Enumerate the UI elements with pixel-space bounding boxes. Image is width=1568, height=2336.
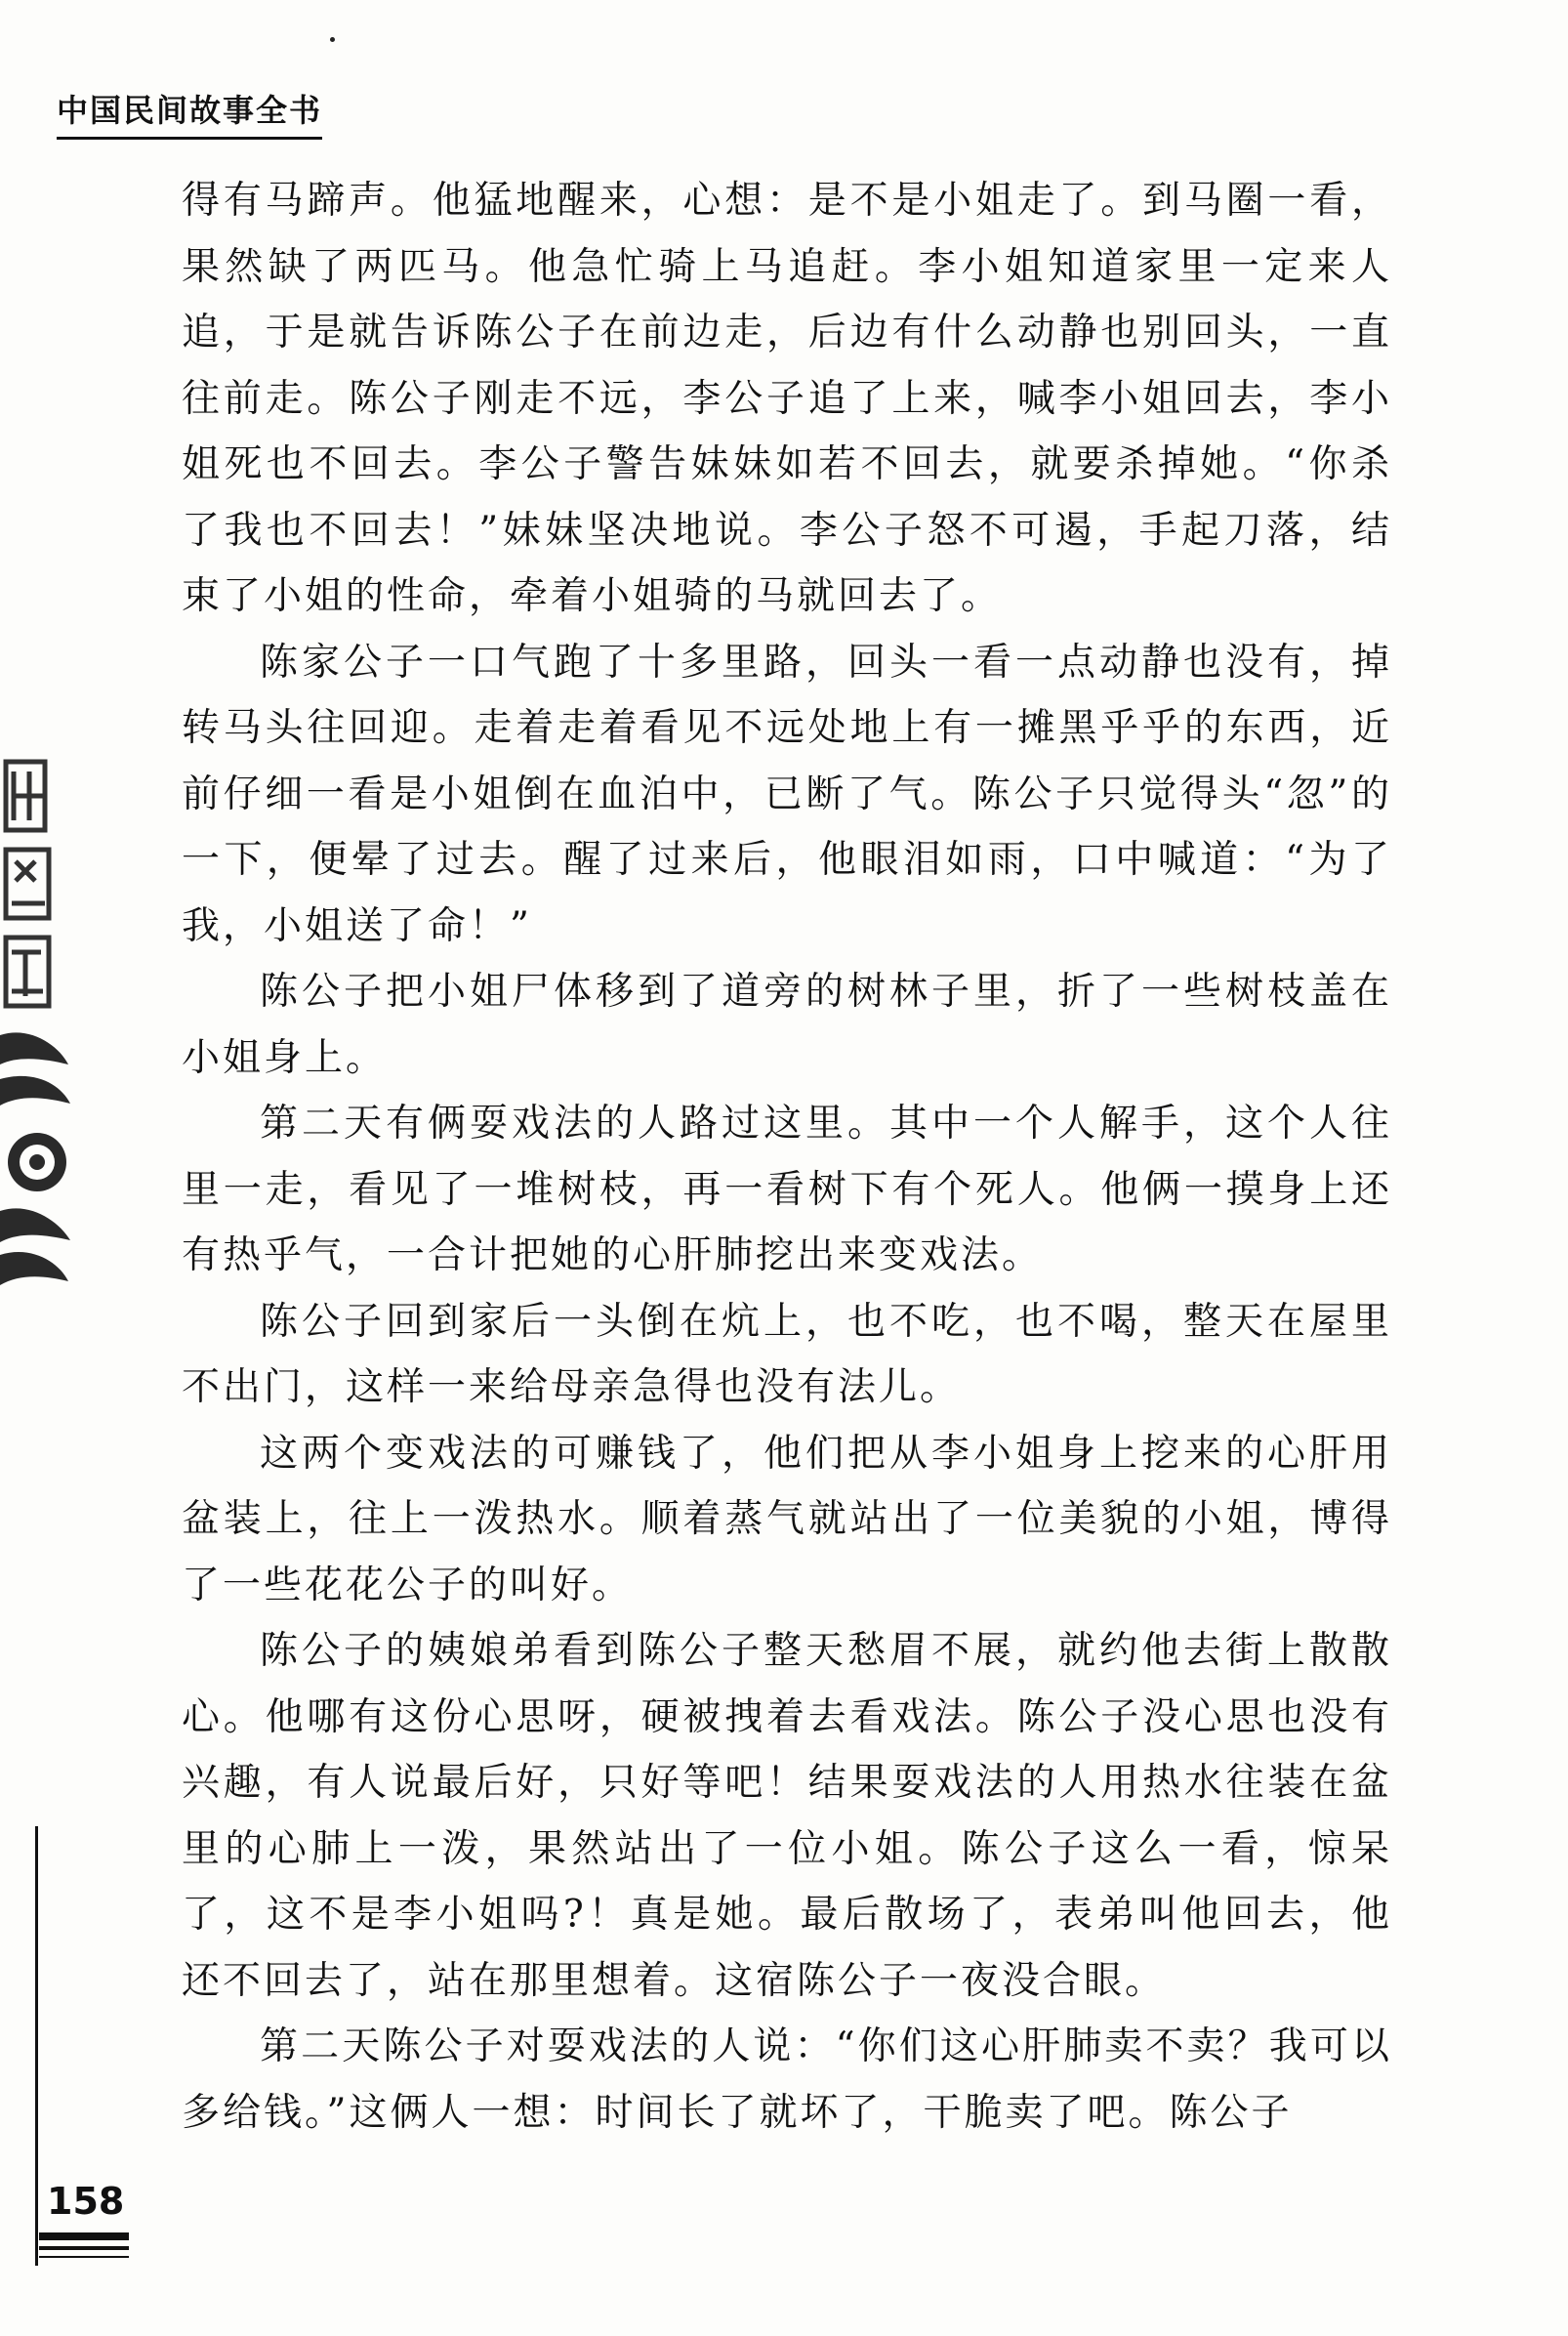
- paragraph-7: 陈公子的姨娘弟看到陈公子整天愁眉不展，就约他去街上散散心。他哪有这份心思呀，硬被拽着去看戏法。陈公子没心思也没有兴趣，有人说最后好，只好等吧！结果耍戏法的人用热水往装在盆里的心肺上一泼，果然站出了一位小姐。陈公子这么一看，惊呆了，这不是李小姐吗?！真是她。最后散场了，表弟叫他回去，他还不回去了，站在那里想着。这宿陈公子一夜没合眼。: [182, 1629, 1392, 2003]
- side-logo-decoration: [0, 742, 78, 1299]
- paragraph-2: 陈家公子一口气跑了十多里路，回头一看一点动静也没有，掉转马头往回迎。走着走着看见不远处地上有一摊黑乎乎的东西，近前仔细一看是小姐倒在血泊中，已断了气。陈公子只觉得头“忽”的一下，便晕了过去。醒了过来后，他眼泪如雨，口中喊道：“为了我，小姐送了命！”: [182, 640, 1392, 948]
- paragraph-1: 得有马蹄声。他猛地醒来，心想：是不是小姐走了。到马圈一看，果然缺了两匹马。他急忙骑上马追赶。李小姐知道家里一定来人追，于是就告诉陈公子在前边走，后边有什么动静也别回头，一直往前走。陈公子刚走不远，李公子追了上来，喊李小姐回去，李小姐死也不回去。李公子警告妹妹如若不回去，就要杀掉她。“你杀了我也不回去！”妹妹坚决地说。李公子怒不可遏，手起刀落，结束了小姐的性命，牵着小姐骑的马就回去了。: [182, 179, 1392, 618]
- page-number-rule: [39, 2232, 129, 2240]
- body-text: [182, 168, 1392, 2146]
- margin-rule: [35, 1826, 38, 2266]
- paragraph-3: 陈公子把小姐尸体移到了道旁的树林子里，折了一些树枝盖在小姐身上。: [182, 970, 1392, 1080]
- paragraph-4: 第二天有俩耍戏法的人路过这里。其中一个人解手，这个人往里一走，看见了一堆树枝，再一看树下有个死人。他俩一摸身上还有热乎气，一合计把她的心肝肺挖出来变戏法。: [182, 1102, 1392, 1277]
- paragraph-8: 第二天陈公子对耍戏法的人说：“你们这心肝肺卖不卖？我可以多给钱。”这俩人一想：时间长了就坏了，干脆卖了吧。陈公子: [182, 2024, 1392, 2135]
- paragraph-5: 陈公子回到家后一头倒在炕上，也不吃，也不喝，整天在屋里不出门，这样一来给母亲急得也没有法儿。: [182, 1299, 1392, 1409]
- page-number-rule: [39, 2246, 129, 2250]
- page-number: 158: [47, 2180, 125, 2223]
- running-header: 中国民间故事全书: [57, 86, 322, 140]
- paragraph-6: 这两个变戏法的可赚钱了，他们把从李小姐身上挖来的心肝用盆装上，往上一泼热水。顺着蒸气就站出了一位美貌的小姐，博得了一些花花公子的叫好。: [182, 1431, 1392, 1607]
- ink-dot: [330, 37, 335, 42]
- page-number-rule: [39, 2256, 129, 2258]
